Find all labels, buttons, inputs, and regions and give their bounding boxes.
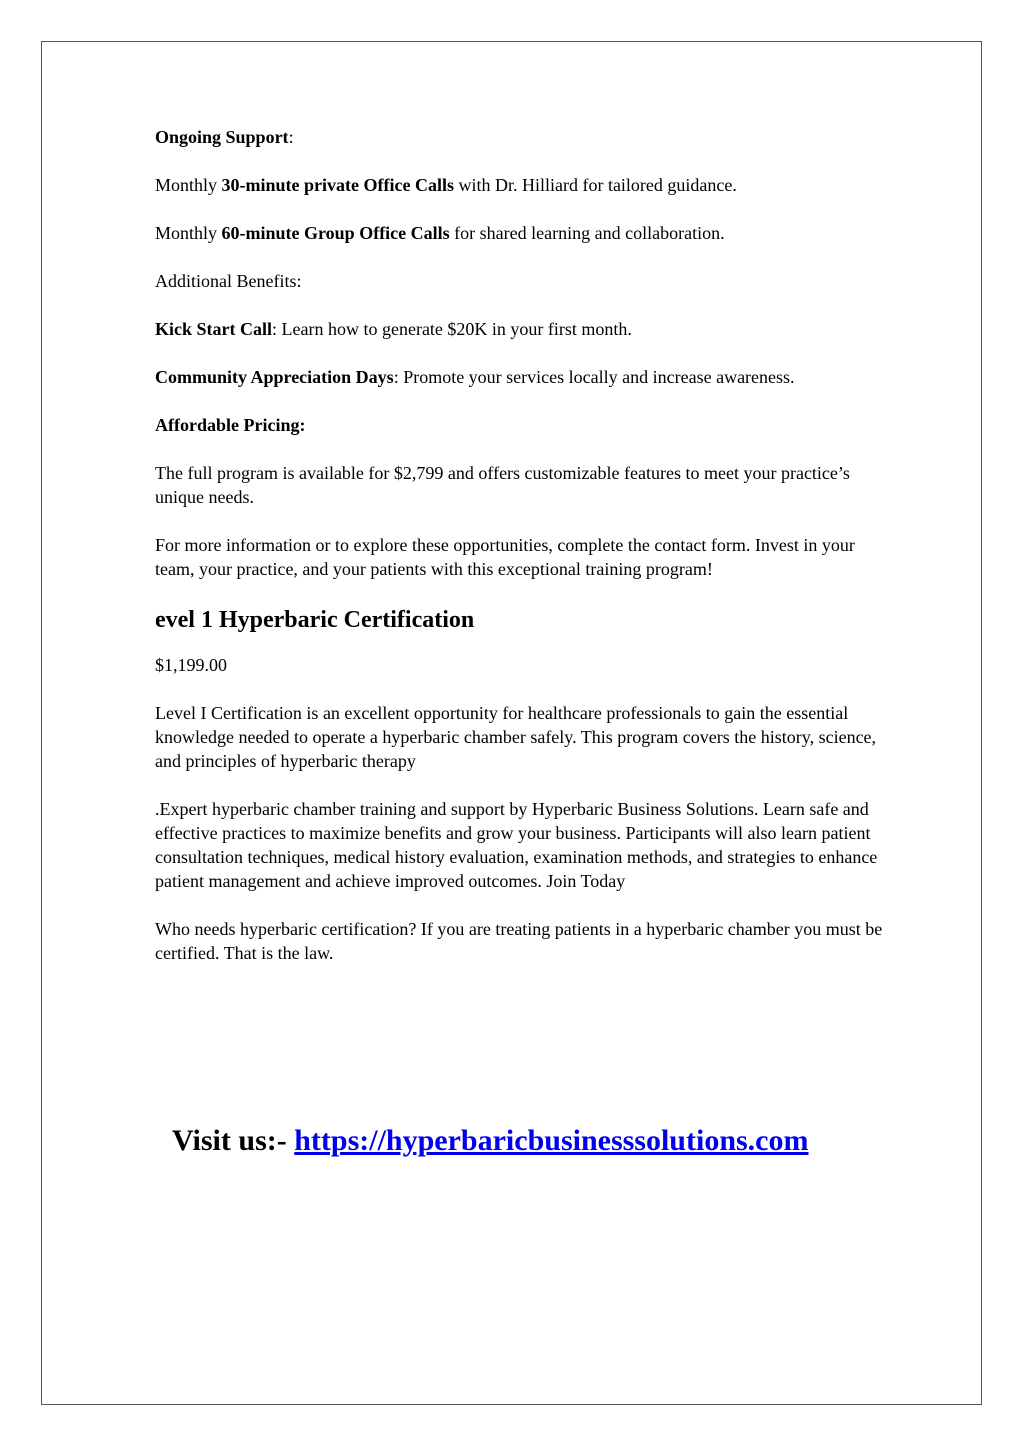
private-calls-prefix: Monthly [155,175,222,195]
community-days-bold: Community Appreciation Days [155,367,394,387]
ongoing-support-colon: : [288,127,294,147]
more-info-text: For more information or to explore these opportunities, complete the contact form. Invest in your team, your practice, and your patients with this exceptional training program! [155,535,855,579]
affordable-pricing-heading [155,413,885,437]
ongoing-support-heading [155,125,885,149]
kick-start-line [155,317,885,341]
ongoing-support-label: Ongoing Support [155,127,289,147]
visit-us-line [172,1123,808,1159]
community-days-line [155,365,885,389]
affordable-pricing-label: Affordable Pricing: [155,415,306,435]
visit-us-label: Visit us:- [172,1124,295,1157]
level1-description: Level I Certification is an excellent opportunity for healthcare professionals to gain the essential knowledge needed to operate a hyperbaric chamber safely. This program covers the history, science, and principles of hyperbaric therapy [155,703,877,771]
additional-benefits-heading: Additional Benefits: [155,271,302,291]
level1-title: evel 1 Hyperbaric Certification [155,607,475,633]
group-calls-bold: 60-minute Group Office Calls [221,223,450,243]
private-calls-suffix: with Dr. Hilliard for tailored guidance. [453,175,737,195]
pricing-text: The full program is available for $2,799 and offers customizable features to meet your practice’s unique needs. [155,463,850,507]
group-calls-line [155,221,885,245]
document-body [155,125,885,989]
level1-training-text: .Expert hyperbaric chamber training and support by Hyperbaric Business Solutions. Learn safe and effective practices to maximize benefits and grow your business. Participants will also learn patient consultation techniques, medical history evaluation, examination methods, and strategies to enhance patient management and achieve improved outcomes. Join Today [155,799,878,891]
private-calls-bold: 30-minute private Office Calls [221,175,454,195]
level1-who-needs-text: Who needs hyperbaric certification? If you are treating patients in a hyperbaric chamber you must be certified. That is the law. [155,919,883,963]
community-days-text: : Promote your services locally and increase awareness. [393,367,795,387]
group-calls-prefix: Monthly [155,223,222,243]
kick-start-bold: Kick Start Call [155,319,272,339]
website-link[interactable]: https://hyperbaricbusinesssolutions.com [294,1124,809,1157]
group-calls-suffix: for shared learning and collaboration. [449,223,725,243]
level1-price: $1,199.00 [155,655,227,675]
private-calls-line [155,173,885,197]
kick-start-text: : Learn how to generate $20K in your first month. [272,319,632,339]
